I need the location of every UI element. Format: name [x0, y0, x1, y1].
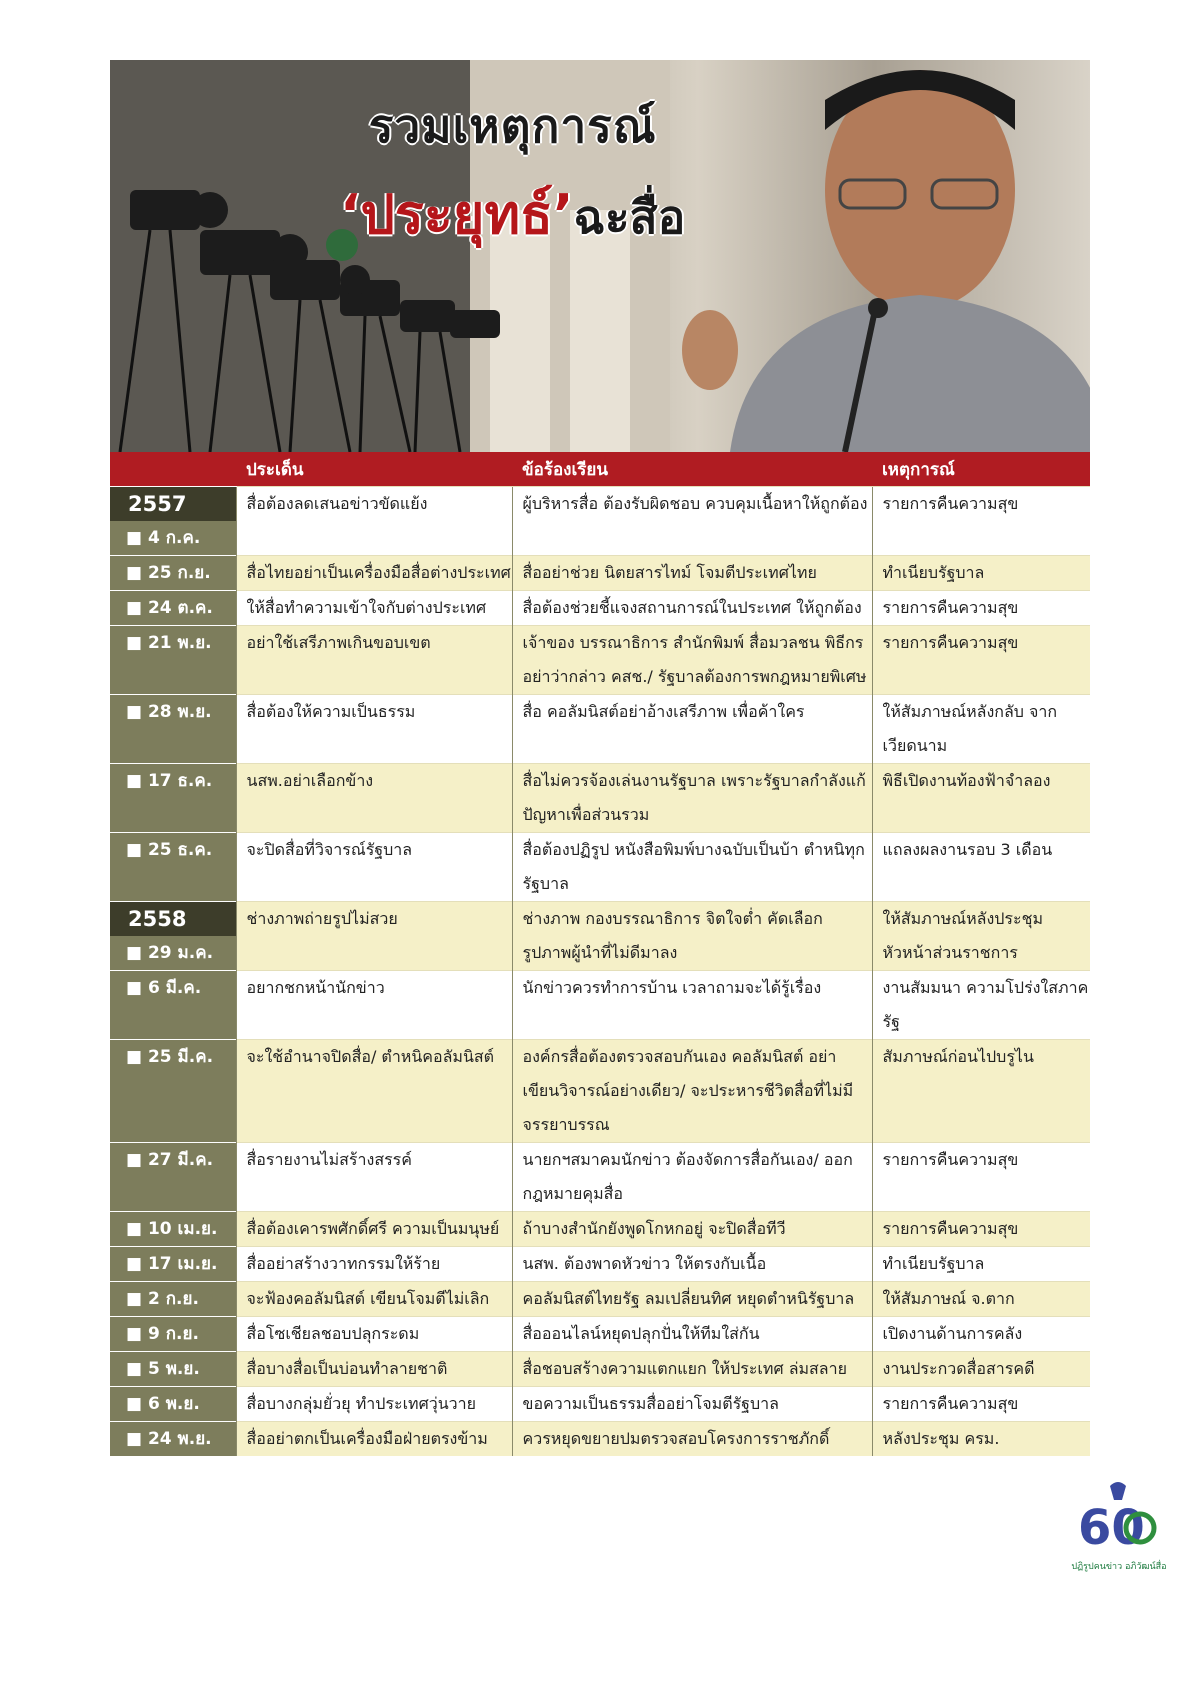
row-date-cell [110, 1143, 236, 1212]
complaint-cell: นักข่าวควรทำการบ้าน เวลาถามจะได้รู้เรื่อง [512, 971, 872, 1040]
complaint-cell: สื่อไม่ควรจ้องเล่นงานรัฐบาล เพราะรัฐบาลกำลังแก้ปัญหาเพื่อส่วนรวม [512, 764, 872, 833]
date-label: ■ 5 พ.ย. [126, 1359, 200, 1379]
issue-cell: สื่อโซเชียลชอบปลุกระดม [236, 1317, 512, 1352]
year-label: 2557 [110, 487, 236, 521]
date-label: ■ 29 ม.ค. [126, 943, 214, 963]
table-row [110, 1247, 1090, 1282]
event-cell: เปิดงานด้านการคลัง [872, 1317, 1090, 1352]
year-label: 2558 [110, 902, 236, 936]
row-date-cell [110, 902, 236, 971]
logo-number: 60 [1078, 1500, 1145, 1556]
issue-cell: ให้สื่อทำความเข้าใจกับต่างประเทศ [236, 591, 512, 626]
complaint-cell: สื่อต้องปฏิรูป หนังสือพิมพ์บางฉบับเป็นบ้า ตำหนิทุกรัฐบาล [512, 833, 872, 902]
event-cell: ให้สัมภาษณ์หลังประชุม หัวหน้าส่วนราชการ [872, 902, 1090, 971]
row-date-cell [110, 556, 236, 591]
table-row [110, 1387, 1090, 1422]
event-cell: งานประกวดสื่อสารคดี [872, 1352, 1090, 1387]
headline-line2 [340, 171, 685, 257]
issue-cell: จะปิดสื่อที่วิจารณ์รัฐบาล [236, 833, 512, 902]
date-label: ■ 25 มี.ค. [126, 1047, 214, 1067]
issue-cell: สื่อไทยอย่าเป็นเครื่องมือสื่อต่างประเทศ [236, 556, 512, 591]
complaint-cell: ช่างภาพ กองบรรณาธิการ จิตใจต่ำ คัดเลือกรูปภาพผู้นำที่ไม่ดีมาลง [512, 902, 872, 971]
issue-cell: สื่อต้องเคารพศักดิ์ศรี ความเป็นมนุษย์ [236, 1212, 512, 1247]
issue-cell: อยากชกหน้านักข่าว [236, 971, 512, 1040]
row-date-cell [110, 1422, 236, 1457]
event-cell: ทำเนียบรัฐบาล [872, 556, 1090, 591]
event-cell: สัมภาษณ์ก่อนไปบรูไน [872, 1040, 1090, 1143]
complaint-cell: นสพ. ต้องพาดหัวข่าว ให้ตรงกับเนื้อ [512, 1247, 872, 1282]
row-date-cell [110, 971, 236, 1040]
anniversary-logo [1060, 1478, 1178, 1573]
event-cell: งานสัมมนา ความโปร่งใสภาครัฐ [872, 971, 1090, 1040]
table-row [110, 1040, 1090, 1143]
date-label: ■ 10 เม.ย. [126, 1219, 218, 1239]
events-table [110, 452, 1090, 1456]
date-label: ■ 25 ก.ย. [126, 563, 211, 583]
complaint-cell: คอลัมนิสต์ไทยรัฐ ลมเปลี่ยนทิศ หยุดตำหนิรัฐบาล [512, 1282, 872, 1317]
complaint-cell: นายกฯสมาคมนักข่าว ต้องจัดการสื่อกันเอง/ ออกกฎหมายคุมสื่อ [512, 1143, 872, 1212]
issue-cell: สื่อต้องลดเสนอข่าวขัดแย้ง [236, 487, 512, 556]
event-cell: รายการคืนความสุข [872, 1212, 1090, 1247]
event-cell: รายการคืนความสุข [872, 1387, 1090, 1422]
issue-cell: สื่อบางสื่อเป็นบ่อนทำลายชาติ [236, 1352, 512, 1387]
date-label: ■ 6 พ.ย. [126, 1394, 200, 1414]
date-label: ■ 24 ต.ค. [126, 598, 213, 618]
issue-cell: จะใช้อำนาจปิดสื่อ/ ตำหนิคอลัมนิสต์ [236, 1040, 512, 1143]
table-row [110, 1212, 1090, 1247]
date-label: ■ 28 พ.ย. [126, 702, 212, 722]
table-row [110, 556, 1090, 591]
table-row [110, 1143, 1090, 1212]
issue-cell: นสพ.อย่าเลือกข้าง [236, 764, 512, 833]
date-label: ■ 2 ก.ย. [126, 1289, 199, 1309]
event-cell: พิธีเปิดงานท้องฟ้าจำลอง [872, 764, 1090, 833]
table-body [110, 487, 1090, 1457]
complaint-cell: ถ้าบางสำนักยังพูดโกหกอยู่ จะปิดสื่อทีวี [512, 1212, 872, 1247]
event-cell: รายการคืนความสุข [872, 591, 1090, 626]
row-date-cell [110, 1212, 236, 1247]
event-cell: ทำเนียบรัฐบาล [872, 1247, 1090, 1282]
hero-banner [110, 60, 1090, 452]
issue-cell: ช่างภาพถ่ายรูปไม่สวย [236, 902, 512, 971]
row-date-cell [110, 1317, 236, 1352]
header-event: เหตุการณ์ [872, 452, 1090, 487]
date-label: ■ 27 มี.ค. [126, 1150, 214, 1170]
issue-cell: สื่อต้องให้ความเป็นธรรม [236, 695, 512, 764]
event-cell: หลังประชุม ครม. [872, 1422, 1090, 1457]
row-date-cell [110, 1247, 236, 1282]
table-row [110, 971, 1090, 1040]
logo-caption: ปฏิรูปคนข่าว อภิวัฒน์สื่อ [1071, 1562, 1167, 1572]
complaint-cell: สื่ออย่าช่วย นิตยสารไทม์ โจมตีประเทศไทย [512, 556, 872, 591]
row-date-cell [110, 487, 236, 556]
event-cell: รายการคืนความสุข [872, 487, 1090, 556]
portrait-illustration [670, 60, 1090, 452]
row-date-cell [110, 833, 236, 902]
issue-cell: อย่าใช้เสรีภาพเกินขอบเขต [236, 626, 512, 695]
headline-line1: รวมเหตุการณ์ [368, 99, 657, 153]
date-label: ■ 17 ธ.ค. [126, 771, 213, 791]
complaint-cell: สื่อชอบสร้างความแตกแยก ให้ประเทศ ล่มสลาย [512, 1352, 872, 1387]
event-cell: ให้สัมภาษณ์หลังกลับ จากเวียดนาม [872, 695, 1090, 764]
headline-name: ‘ประยุทธ์’ [340, 183, 574, 246]
event-cell: ให้สัมภาษณ์ จ.ตาก [872, 1282, 1090, 1317]
table-row [110, 695, 1090, 764]
issue-cell: สื่อรายงานไม่สร้างสรรค์ [236, 1143, 512, 1212]
complaint-cell: ควรหยุดขยายปมตรวจสอบโครงการราชภักดิ์ [512, 1422, 872, 1457]
logo-emblem-icon [1060, 1478, 1178, 1558]
row-date-cell [110, 1352, 236, 1387]
row-date-cell [110, 1282, 236, 1317]
event-cell: รายการคืนความสุข [872, 1143, 1090, 1212]
row-date-cell [110, 1040, 236, 1143]
date-label: ■ 21 พ.ย. [126, 633, 212, 653]
row-date-cell [110, 626, 236, 695]
headline-line2-end: ฉะสื่อ [573, 190, 686, 244]
table-row [110, 833, 1090, 902]
row-date-cell [110, 1387, 236, 1422]
complaint-cell: ขอความเป็นธรรมสื่ออย่าโจมตีรัฐบาล [512, 1387, 872, 1422]
event-cell: แถลงผลงานรอบ 3 เดือน [872, 833, 1090, 902]
complaint-cell: เจ้าของ บรรณาธิการ สำนักพิมพ์ สื่อมวลชน พิธีกร อย่าว่ากล่าว คสช./ รัฐบาลต้องการพกฎหมายพิเศษ [512, 626, 872, 695]
date-label: ■ 25 ธ.ค. [126, 840, 213, 860]
table-row [110, 591, 1090, 626]
table-row [110, 1282, 1090, 1317]
table-header-row [110, 452, 1090, 487]
table-row [110, 487, 1090, 556]
complaint-cell: สื่อ คอลัมนิสต์อย่าอ้างเสรีภาพ เพื่อค้าใคร [512, 695, 872, 764]
headline [340, 90, 685, 257]
date-label: ■ 24 พ.ย. [126, 1429, 212, 1449]
complaint-cell: สื่อต้องช่วยชี้แจงสถานการณ์ในประเทศ ให้ถูกต้อง [512, 591, 872, 626]
issue-cell: สื่อบางกลุ่มยั่วยุ ทำประเทศวุ่นวาย [236, 1387, 512, 1422]
table-row [110, 1422, 1090, 1457]
header-complaint: ข้อร้องเรียน [512, 452, 872, 487]
complaint-cell: สื่อออนไลน์หยุดปลุกปั่นให้ทีมใส่กัน [512, 1317, 872, 1352]
event-cell: รายการคืนความสุข [872, 626, 1090, 695]
issue-cell: สื่ออย่าสร้างวาทกรรมให้ร้าย [236, 1247, 512, 1282]
date-label: ■ 4 ก.ค. [126, 528, 201, 548]
table-row [110, 1352, 1090, 1387]
row-date-cell [110, 764, 236, 833]
issue-cell: สื่ออย่าตกเป็นเครื่องมือฝ่ายตรงข้าม [236, 1422, 512, 1457]
table-row [110, 902, 1090, 971]
header-date [110, 452, 236, 487]
date-label: ■ 6 มี.ค. [126, 978, 202, 998]
header-issue: ประเด็น [236, 452, 512, 487]
complaint-cell: องค์กรสื่อต้องตรวจสอบกันเอง คอลัมนิสต์ อย่าเขียนวิจารณ์อย่างเดียว/ จะประหารชีวิตสื่อที่ไม่มีจรรยาบรรณ [512, 1040, 872, 1143]
complaint-cell: ผู้บริหารสื่อ ต้องรับผิดชอบ ควบคุมเนื้อหาให้ถูกต้อง [512, 487, 872, 556]
date-label: ■ 17 เม.ย. [126, 1254, 218, 1274]
issue-cell: จะฟ้องคอลัมนิสต์ เขียนโจมตีไม่เลิก [236, 1282, 512, 1317]
table-row [110, 764, 1090, 833]
table-row [110, 626, 1090, 695]
date-label: ■ 9 ก.ย. [126, 1324, 199, 1344]
infographic [110, 60, 1090, 1456]
row-date-cell [110, 695, 236, 764]
table-row [110, 1317, 1090, 1352]
row-date-cell [110, 591, 236, 626]
